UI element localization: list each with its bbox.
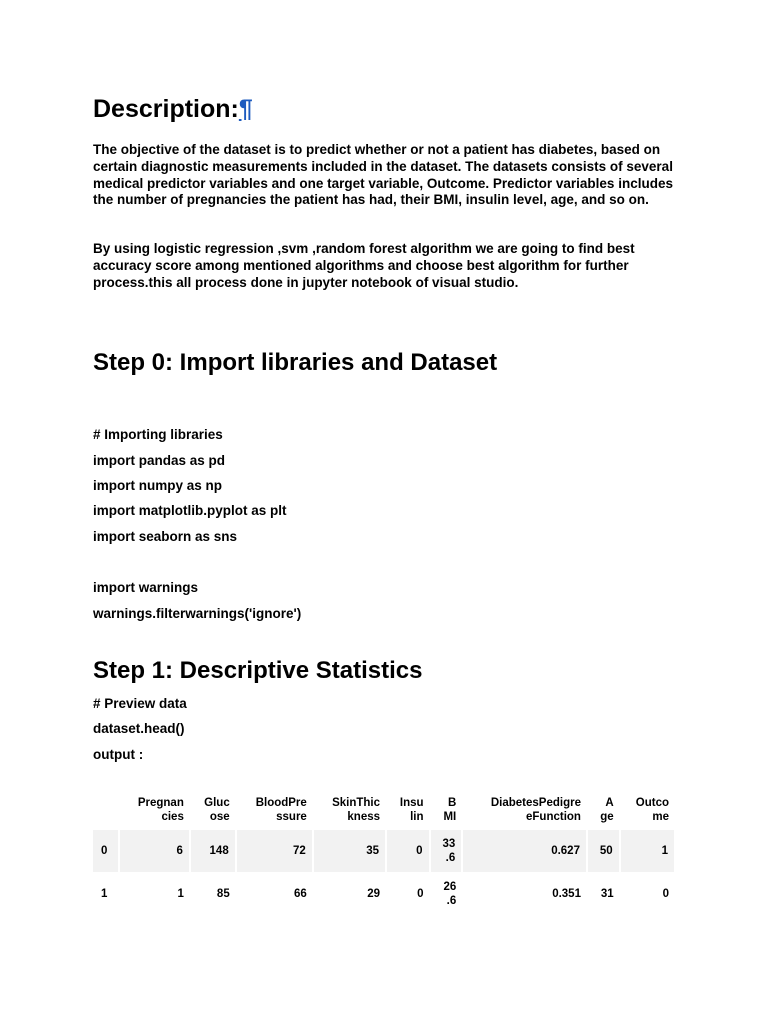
table-cell: 0.627 — [462, 830, 587, 872]
table-cell: 72 — [236, 830, 313, 872]
code-line-preview-comment: # Preview data — [93, 696, 187, 711]
dataframe-table — [93, 792, 676, 916]
table-cell: 31 — [600, 888, 614, 900]
table-cell: 0 — [662, 888, 669, 900]
table-header-row — [93, 792, 675, 830]
table-cell: 6 — [119, 830, 190, 872]
table-cell: 148 — [190, 830, 236, 872]
code-line-import-numpy: import numpy as np — [93, 478, 223, 493]
index-header — [93, 792, 119, 830]
col-header-skinthickness: SkinThic kness — [332, 797, 381, 823]
description-title-text: Description: — [93, 95, 239, 123]
col-header-outcome: Outco me — [635, 797, 669, 823]
description-title — [93, 95, 253, 124]
code-line-import-seaborn: import seaborn as sns — [93, 529, 238, 544]
table-cell: 50 — [587, 830, 620, 872]
table-cell: 1 — [620, 830, 675, 872]
code-line-import-matplotlib: import matplotlib.pyplot as plt — [93, 503, 287, 518]
table-row — [93, 830, 675, 872]
table-cell: 0 — [417, 888, 424, 900]
table-cell: 85 — [216, 888, 230, 900]
anchor-link[interactable]: ¶ — [238, 95, 253, 123]
table-cell: 1 — [177, 888, 184, 900]
step1-heading: Step 1: Descriptive Statistics — [93, 657, 423, 684]
col-header-bloodpressure: BloodPre ssure — [255, 797, 307, 823]
table-cell: 29 — [367, 888, 381, 900]
code-line-import-pandas: import pandas as pd — [93, 453, 226, 468]
code-line-dataset-head: dataset.head() — [93, 721, 185, 736]
table-cell-bmi: 33 .6 — [430, 830, 463, 872]
col-header-diabetespedigreefunction: DiabetesPedigre eFunction — [490, 797, 581, 823]
col-header-insulin: Insu lin — [399, 797, 424, 823]
table-cell: 0.351 — [552, 888, 581, 900]
table-row — [93, 872, 675, 916]
col-header-glucose: Gluc ose — [204, 797, 230, 823]
description-paragraph-1: The objective of the dataset is to predict whether or not a patient has diabetes, based on certain diagnostic measurements included in the dataset. The datasets consists of several medical predictor variables and one target variable, Outcome. Predictor variables includes the number of pregnancies the patient has had, their BMI, insulin level, age, and so on. — [93, 142, 673, 208]
row-index: 0 — [93, 830, 119, 872]
output-label: output : — [93, 747, 144, 762]
code-line-comment: # Importing libraries — [93, 427, 223, 442]
description-paragraph-2: By using logistic regression ,svm ,random forest algorithm we are going to find best accuracy score among mentioned algorithms and choose best algorithm for further process.this all process done in jupyter notebook of visual studio. — [93, 241, 635, 290]
col-header-age: A ge — [600, 797, 614, 823]
table-cell-bmi: 26 .6 — [443, 881, 457, 907]
step0-heading: Step 0: Import libraries and Dataset — [93, 349, 498, 376]
row-index: 1 — [101, 888, 108, 900]
col-header-bmi: B MI — [443, 797, 457, 823]
table-cell: 35 — [313, 830, 386, 872]
col-header-pregnancies: Pregnan cies — [137, 797, 184, 823]
code-line-import-warnings: import warnings — [93, 580, 199, 595]
table-cell: 66 — [294, 888, 307, 900]
code-line-filterwarnings: warnings.filterwarnings('ignore') — [93, 606, 302, 621]
table-cell: 0 — [386, 830, 430, 872]
